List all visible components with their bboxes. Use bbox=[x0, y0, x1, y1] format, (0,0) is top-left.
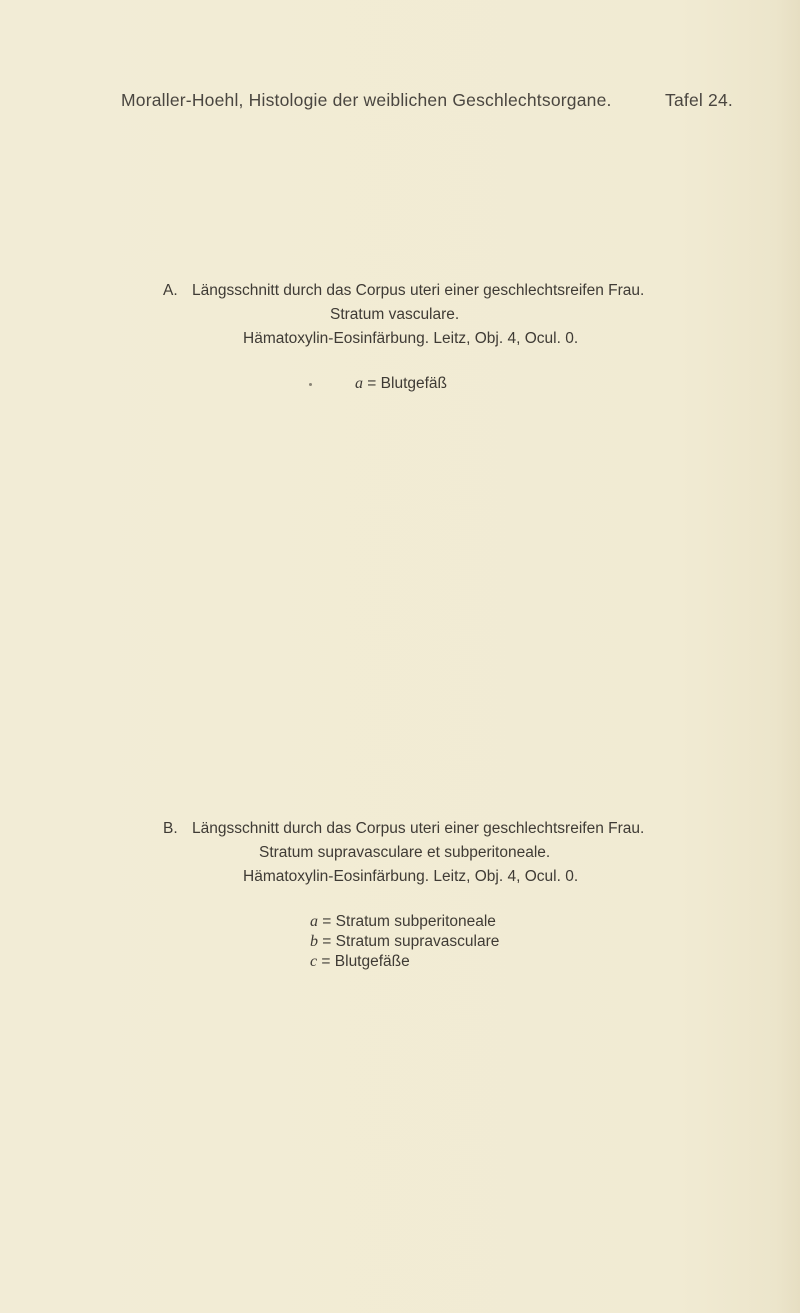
plate-number: Tafel 24. bbox=[665, 90, 733, 110]
caption-b-label: B. bbox=[163, 820, 178, 837]
legend-b-key-a: a bbox=[310, 913, 318, 930]
header-title: Moraller-Hoehl, Histologie der weiblichen Geschlechtsorgane. bbox=[121, 90, 612, 110]
legend-b-item-c bbox=[310, 952, 499, 972]
legend-b-sep-c: = bbox=[317, 953, 335, 970]
caption-a-line3: Hämatoxylin-Eosinfärbung. Leitz, Obj. 4, Ocul. 0. bbox=[243, 330, 579, 347]
legend-a-sep: = bbox=[363, 375, 381, 392]
legend-b-key-b: b bbox=[310, 933, 318, 950]
legend-b-sep-a: = bbox=[318, 913, 336, 930]
legend-a-text: Blutgefäß bbox=[380, 375, 448, 392]
caption-b-line1 bbox=[163, 820, 644, 838]
legend-a-key: a bbox=[355, 375, 363, 392]
speck bbox=[309, 383, 312, 386]
running-head bbox=[121, 90, 733, 114]
caption-a-title: Längsschnitt durch das Corpus uteri einer geschlechtsreifen Frau. bbox=[191, 282, 645, 299]
caption-b-line2: Stratum supravasculare et subperitoneale. bbox=[259, 844, 551, 861]
caption-b-line3: Hämatoxylin-Eosinfärbung. Leitz, Obj. 4, Ocul. 0. bbox=[243, 868, 579, 885]
legend-b-text-a: Stratum subperitoneale bbox=[335, 913, 496, 930]
legend-b-text-b: Stratum supravasculare bbox=[335, 933, 500, 950]
legend-a bbox=[355, 375, 447, 393]
caption-a-label: A. bbox=[163, 282, 178, 299]
legend-b-sep-b: = bbox=[318, 933, 336, 950]
caption-a-line2: Stratum vasculare. bbox=[330, 306, 460, 323]
caption-a-line1 bbox=[163, 282, 644, 300]
legend-b bbox=[310, 912, 499, 972]
legend-b-key-c: c bbox=[310, 953, 318, 970]
legend-a-item bbox=[355, 375, 447, 393]
legend-b-item-a bbox=[310, 912, 499, 932]
legend-b-item-b bbox=[310, 932, 499, 952]
caption-b-title: Längsschnitt durch das Corpus uteri einer geschlechtsreifen Frau. bbox=[191, 820, 645, 837]
legend-b-text-c: Blutgefäße bbox=[334, 953, 410, 970]
